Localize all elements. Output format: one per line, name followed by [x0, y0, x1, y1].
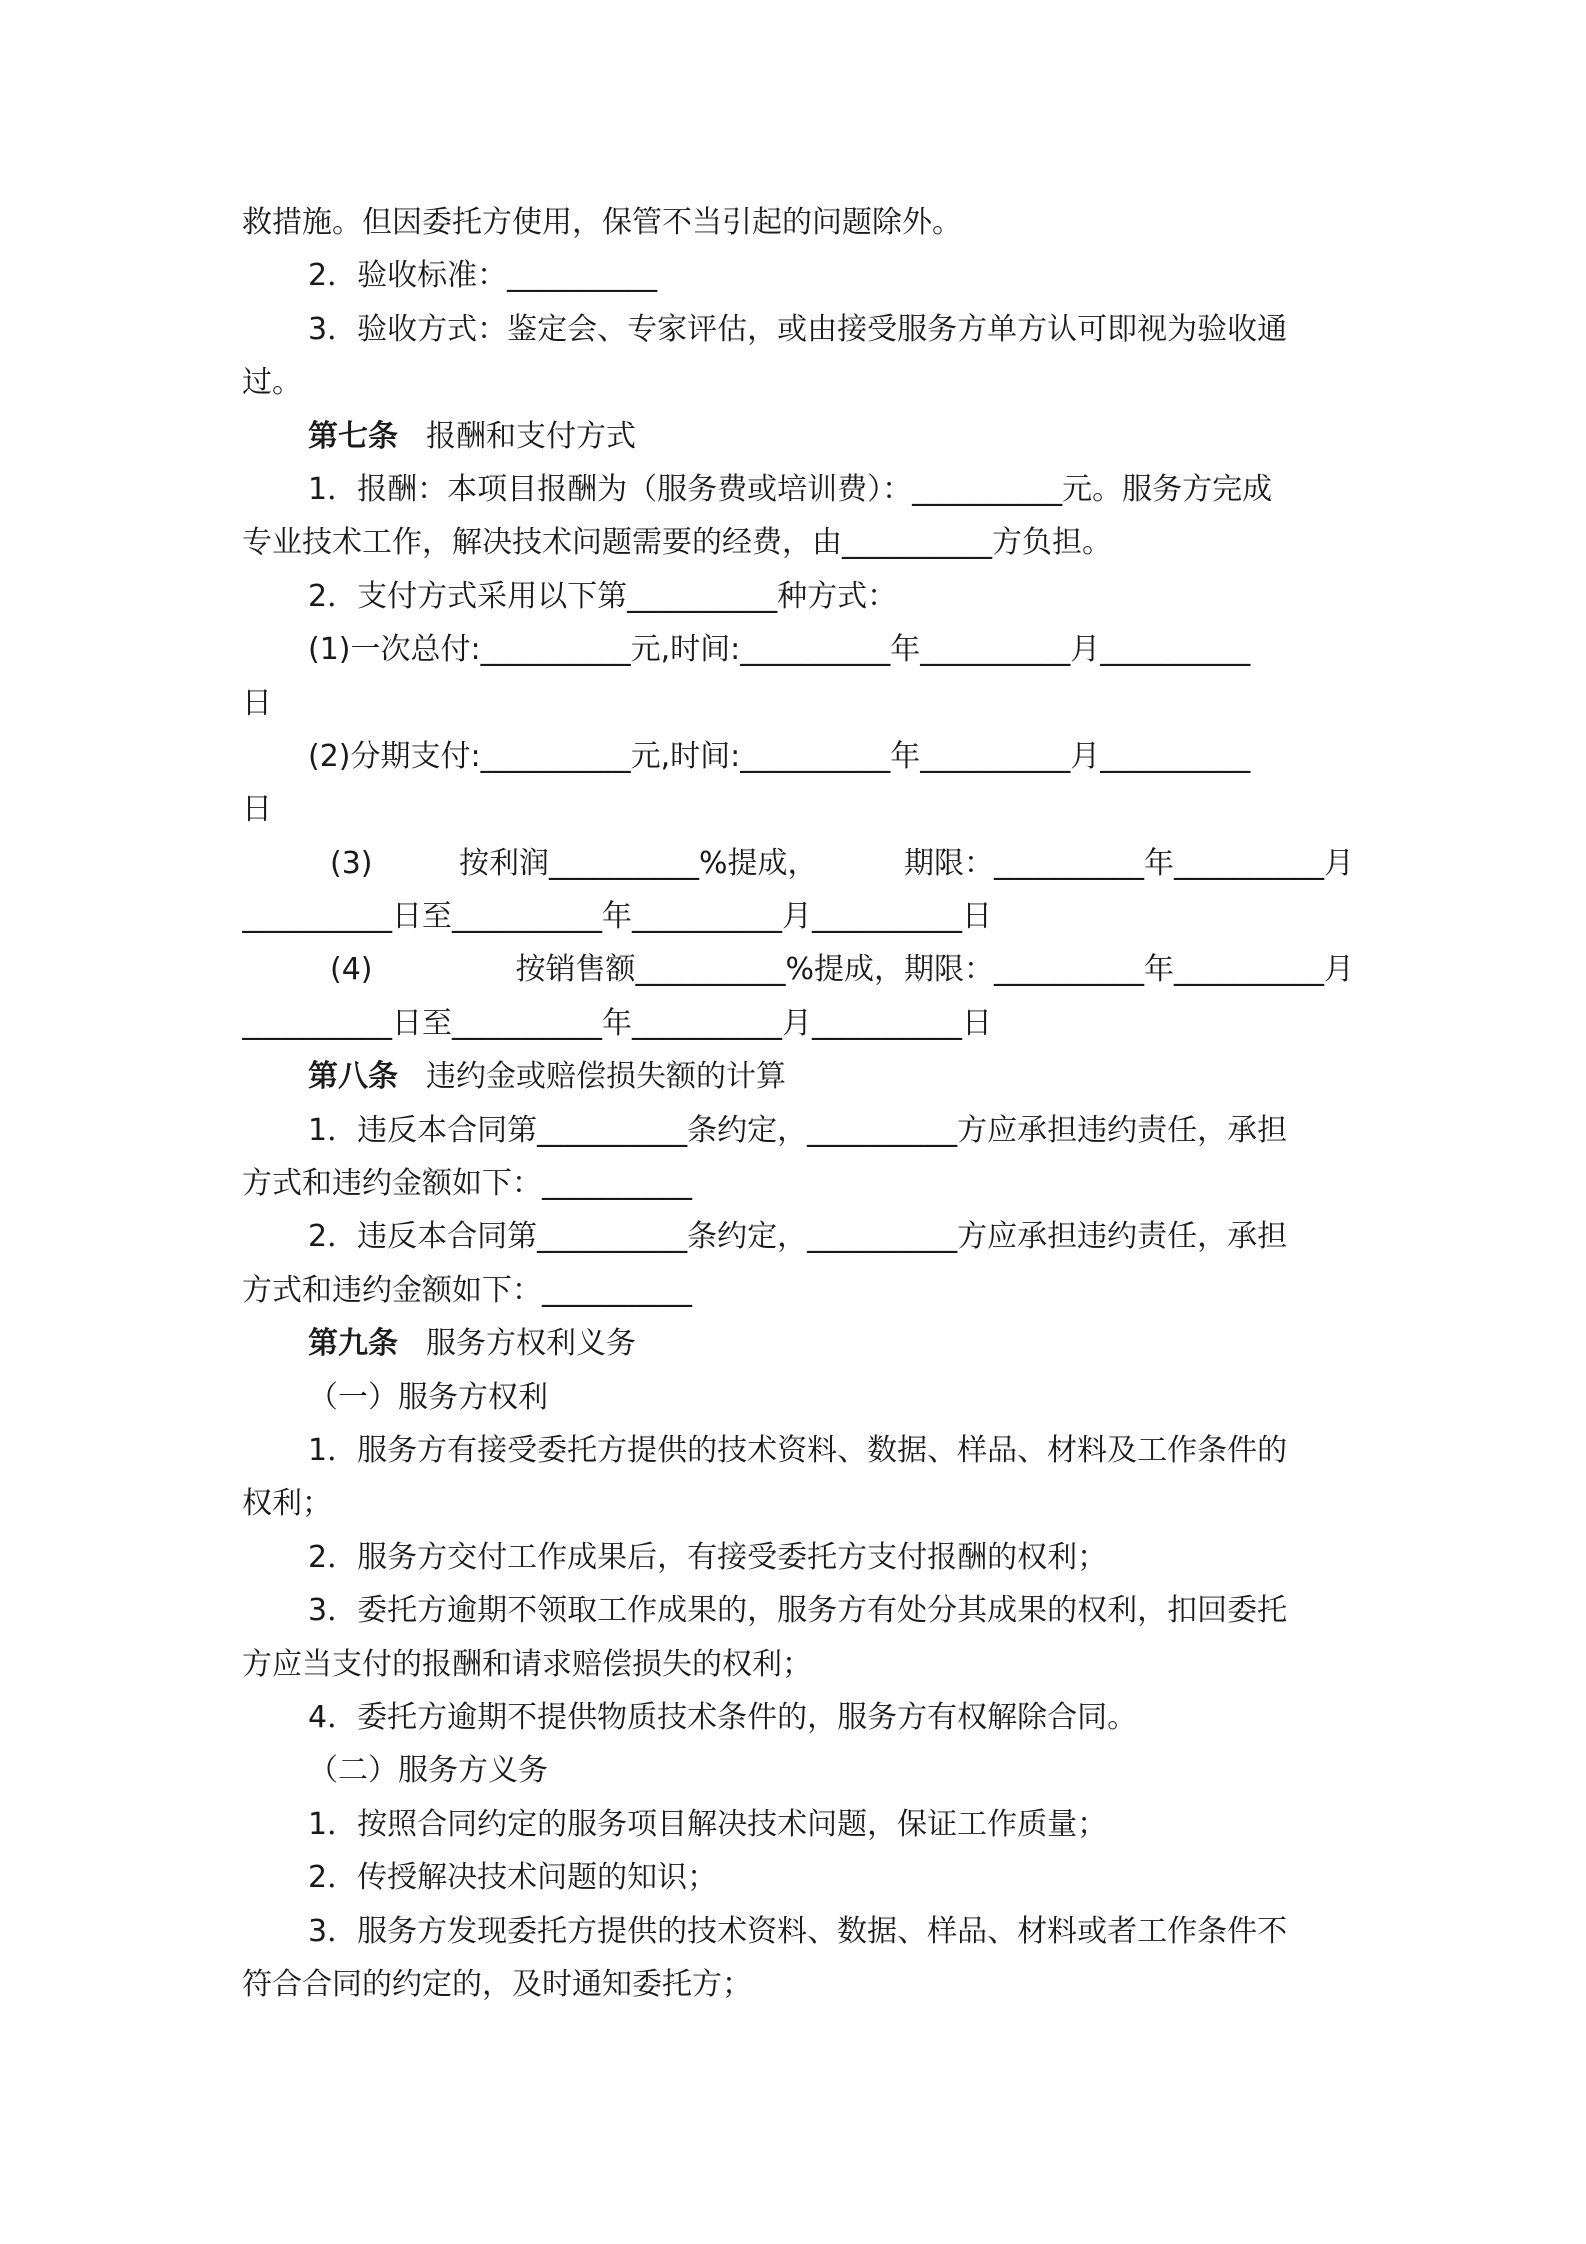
text-line: (1)一次总付:__________元,时间:__________年__________月__________: [308, 632, 1251, 668]
text-line: __________日至__________年__________月__________日: [242, 1005, 992, 1041]
article-number: 第九条: [308, 1326, 398, 1362]
article-heading: [242, 1317, 1354, 1370]
section-subheading: （一）服务方权利: [308, 1379, 548, 1415]
text-line: 方式和违约金额如下：__________: [242, 1166, 692, 1202]
text-line: 2．服务方交付工作成果后，有接受委托方支付报酬的权利；: [308, 1539, 1108, 1575]
article-number: 第八条: [308, 1059, 398, 1095]
text-line: 日: [242, 685, 272, 721]
text-line: __________日至__________年__________月__________日: [242, 899, 992, 935]
text-line: 2．支付方式采用以下第__________种方式：: [308, 578, 898, 614]
article-heading: [242, 1050, 1354, 1103]
document-page: [242, 196, 1354, 2011]
text-line: 1．服务方有接受委托方提供的技术资料、数据、样品、材料及工作条件的: [308, 1432, 1288, 1468]
text-line: 3．服务方发现委托方提供的技术资料、数据、样品、材料或者工作条件不: [308, 1913, 1288, 1949]
text-line: 方式和违约金额如下：__________: [242, 1272, 692, 1308]
text-line: [242, 943, 1354, 996]
item-number: (3): [330, 845, 373, 881]
text-line: 专业技术工作，解决技术问题需要的经费，由__________方负担。: [242, 525, 1112, 561]
article-number: 第七条: [308, 418, 398, 454]
text-line: 方应当支付的报酬和请求赔偿损失的权利；: [242, 1646, 812, 1682]
text-line: 2．违反本合同第__________条约定，__________方应承担违约责任，承担: [308, 1219, 1288, 1255]
text-line: 2．验收标准：__________: [308, 258, 658, 294]
article-title: 服务方权利义务: [426, 1326, 636, 1362]
article-title: 违约金或赔偿损失额的计算: [426, 1059, 786, 1095]
text-line: 1．违反本合同第__________条约定，__________方应承担违约责任，承担: [308, 1112, 1288, 1148]
text-line: 符合合同的约定的，及时通知委托方；: [242, 1966, 752, 2002]
text-line: 3．验收方式：鉴定会、专家评估，或由接受服务方单方认可即视为验收通: [308, 311, 1288, 347]
text-segment: 按销售额__________%提成，期限：__________年__________月: [515, 952, 1354, 988]
section-subheading: （二）服务方义务: [308, 1753, 548, 1789]
text-line: 1．报酬：本项目报酬为（服务费或培训费）：__________元。服务方完成: [308, 471, 1273, 507]
text-line: 3．委托方逾期不领取工作成果的，服务方有处分其成果的权利，扣回委托: [308, 1593, 1288, 1629]
text-line: [242, 837, 1354, 890]
text-line: 权利；: [242, 1486, 332, 1522]
text-line: 4．委托方逾期不提供物质技术条件的，服务方有权解除合同。: [308, 1699, 1138, 1735]
text-line: 日: [242, 792, 272, 828]
text-line: 过。: [242, 365, 302, 401]
text-segment: 期限：__________年__________月: [903, 845, 1354, 881]
text-line: (2)分期支付:__________元,时间:__________年__________月__________: [308, 738, 1251, 774]
text-line: 救措施。但因委托方使用，保管不当引起的问题除外。: [242, 205, 962, 240]
text-line: 1．按照合同约定的服务项目解决技术问题，保证工作质量；: [308, 1806, 1108, 1842]
item-number: (4): [330, 952, 373, 988]
text-line: 2．传授解决技术问题的知识；: [308, 1860, 718, 1896]
article-title: 报酬和支付方式: [426, 418, 636, 454]
article-heading: [242, 410, 1354, 463]
text-segment: 按利润__________%提成，: [458, 845, 818, 881]
